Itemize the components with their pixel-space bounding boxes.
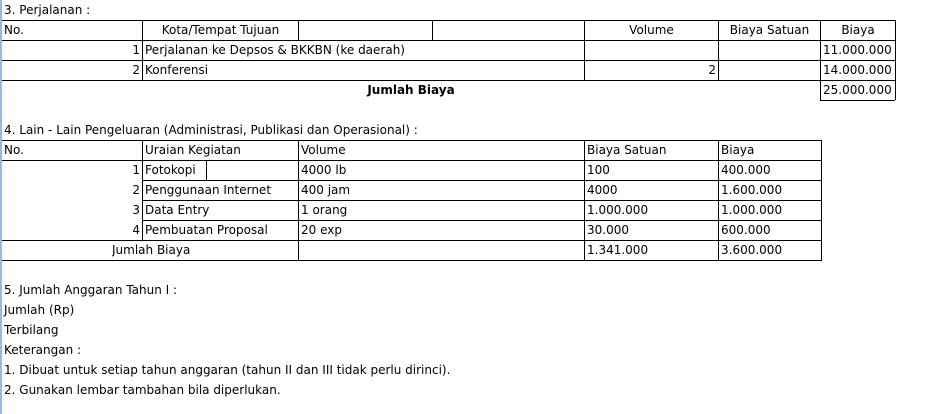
s3-header-no: No.	[4, 23, 24, 37]
s4-row3-uraian: Data Entry	[145, 203, 210, 217]
s3-row1-volume	[585, 40, 716, 60]
s4-row4-biaya-satuan: 30.000	[587, 223, 629, 237]
s3-row2-kota: Konferensi	[145, 63, 209, 77]
s3-total-value: 25.000.000	[823, 83, 892, 97]
s3-header-volume: Volume	[629, 23, 674, 37]
s4-row1-no: 1	[132, 163, 140, 177]
s4-header-uraian: Uraian Kegiatan	[145, 143, 241, 157]
s3-row2-no: 2	[132, 63, 140, 77]
s4-row2-uraian: Penggunaan Internet	[145, 183, 272, 197]
section5-note-2: 2. Gunakan lembar tambahan bila diperlukan.	[4, 383, 281, 397]
section5-note-1: 1. Dibuat untuk setiap tahun anggaran (tahun II dan III tidak perlu dirinci).	[4, 363, 451, 377]
s4-row2-biaya-satuan: 4000	[587, 183, 618, 197]
s3-row1-biaya: 11.000.000	[823, 43, 892, 57]
s3-row1-kota: Perjalanan ke Depsos & BKKBN (ke daerah)	[145, 43, 405, 57]
s4-row4-volume: 20 exp	[301, 223, 342, 237]
s3-header-biaya-satuan: Biaya Satuan	[729, 23, 810, 37]
s4-row3-biaya-satuan: 1.000.000	[587, 203, 649, 217]
s3-row2-biaya: 14.000.000	[823, 63, 892, 77]
s4-row3-volume: 1 orang	[301, 203, 348, 217]
s3-row2-volume: 2	[708, 63, 716, 77]
section5-line-keterangan: Keterangan :	[4, 343, 82, 357]
s3-header-kota: Kota/Tempat Tujuan	[161, 23, 280, 37]
section5-line-jumlah: Jumlah (Rp)	[4, 303, 75, 317]
s4-row1-biaya-satuan: 100	[587, 163, 610, 177]
s4-header-no: No.	[4, 143, 24, 157]
section3-title: 3. Perjalanan :	[4, 3, 91, 17]
s3-row1-no: 1	[132, 43, 140, 57]
section4-title: 4. Lain - Lain Pengeluaran (Administrasi, Publikasi dan Operasional) :	[4, 123, 418, 137]
section5-line-terbilang: Terbilang	[4, 323, 59, 337]
s4-row1-uraian: Fotokopi	[145, 163, 196, 177]
s4-header-biaya: Biaya	[721, 143, 755, 157]
section5-title: 5. Jumlah Anggaran Tahun I :	[4, 283, 178, 297]
s4-header-biaya-satuan: Biaya Satuan	[587, 143, 667, 157]
s4-header-volume: Volume	[301, 143, 346, 157]
s3-total-label: Jumlah Biaya	[367, 83, 455, 97]
s4-row3-no: 3	[132, 203, 140, 217]
s3-header-biaya: Biaya	[841, 23, 875, 37]
s4-total-value: 3.600.000	[721, 243, 783, 257]
s4-row3-biaya: 1.000.000	[721, 203, 783, 217]
sheet-left-border	[0, 0, 2, 414]
s4-row4-uraian: Pembuatan Proposal	[145, 223, 268, 237]
s4-row1-biaya: 400.000	[721, 163, 771, 177]
s4-total-label: Jumlah Biaya	[112, 243, 191, 257]
s4-row4-no: 4	[132, 223, 140, 237]
s4-row2-no: 2	[132, 183, 140, 197]
s4-row1-volume: 4000 lb	[301, 163, 347, 177]
s4-row2-biaya: 1.600.000	[721, 183, 783, 197]
s4-total-satuan: 1.341.000	[587, 243, 649, 257]
s4-row4-biaya: 600.000	[721, 223, 771, 237]
s4-row2-volume: 400 jam	[301, 183, 351, 197]
